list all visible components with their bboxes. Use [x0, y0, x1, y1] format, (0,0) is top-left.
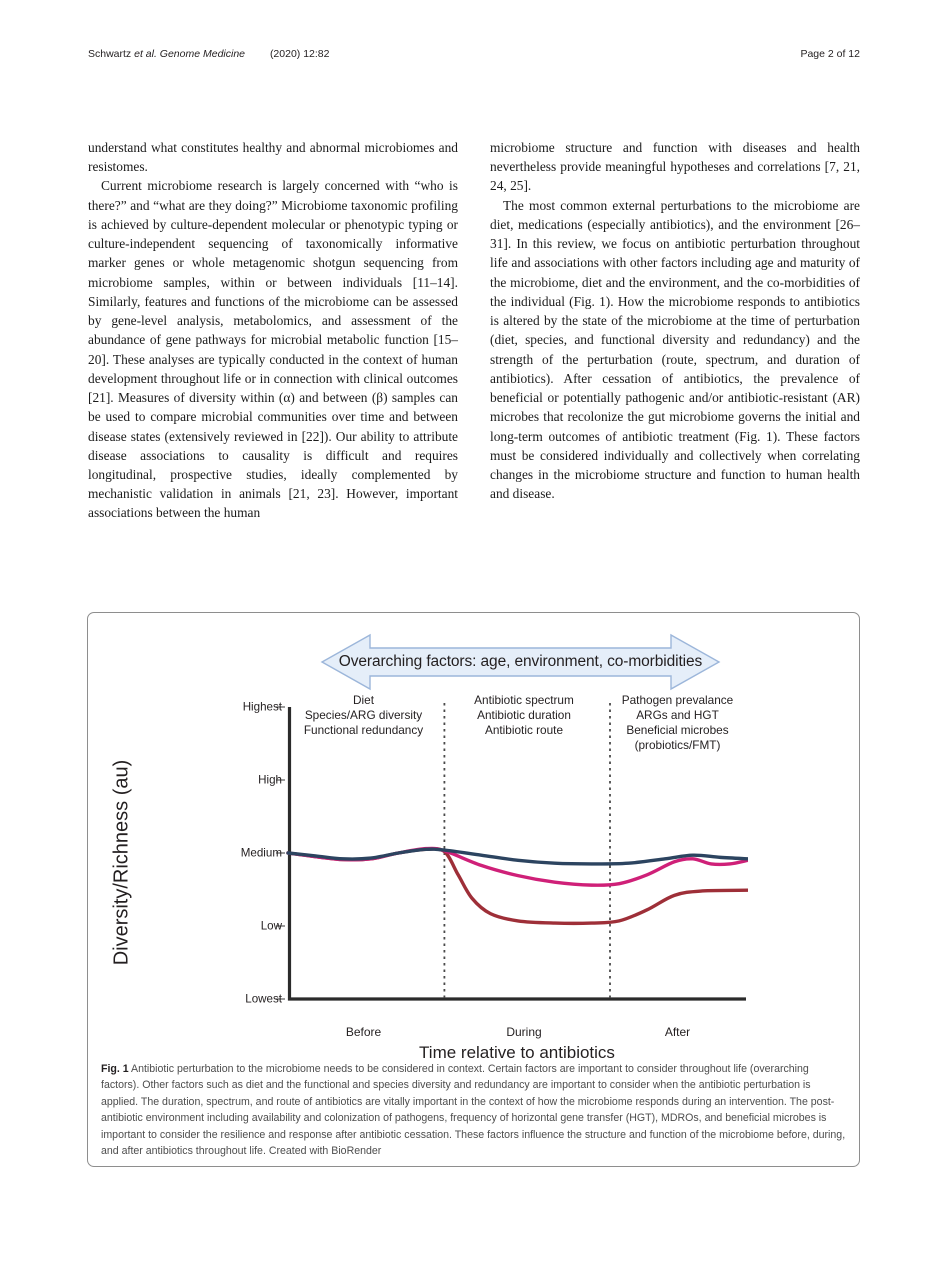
x-tick-during: During — [506, 1025, 542, 1039]
x-tick-before: Before — [345, 1025, 382, 1039]
factor-line: Antibiotic spectrum — [474, 693, 574, 707]
x-tick-after: After — [664, 1025, 691, 1039]
y-tick-label: High — [258, 773, 282, 787]
figure-caption-label: Fig. 1 — [101, 1063, 129, 1075]
running-head — [88, 48, 860, 64]
factor-line: Species/ARG diversity — [304, 708, 423, 723]
banner-label: Overarching factors: age, environment, co-morbidities — [338, 653, 703, 670]
paragraph: The most common external perturbations to the microbiome are diet, medications (especially antibiotics), and the environment [26–31]. In this review, we focus on antibiotic perturbation throughout life and associations with other factors including age and maturity of the microbiome, diet and the environment, and the co-morbidities of the individual (Fig. 1). How the microbiome responds to antibiotics is altered by the state of the microbiome at the time of perturbation (diet, species, and functional diversity and redundancy) and the strength of the perturbation (route, spectrum, and duration of antibiotics). After cessation of antibiotics, the prevalence of beneficial or potentially pathogenic and/or antibiotic-resistant (AR) microbes that recolonize the gut microbiome governs the initial and long-term outcomes of antibiotic treatment (Fig. 1). These factors must be considered individually and collectively when correlating changes in the microbiome structure and function to human health and disease. — [490, 197, 860, 502]
y-axis-title — [108, 701, 136, 1023]
factor-line: (probiotics/FMT) — [634, 738, 721, 753]
left-column — [88, 138, 458, 523]
figure-1-graphic — [88, 613, 861, 1062]
x-axis-title: Time relative to antibiotics — [419, 1043, 615, 1062]
y-axis-title-text: Diversity/Richness (au) — [110, 759, 133, 965]
right-column — [490, 138, 860, 523]
page-number: Page 2 of 12 — [800, 48, 860, 60]
factor-line: Diet — [353, 693, 374, 707]
running-head-journal: et al. Genome Medicine — [134, 48, 246, 60]
factor-line: Antibiotic duration — [477, 708, 571, 723]
chart-axes — [290, 707, 747, 999]
running-head-authors: Schwartz — [88, 48, 132, 60]
y-tick-label: Highest — [242, 700, 282, 714]
double-arrow-icon — [284, 633, 757, 691]
factor-line: Antibiotic route — [484, 723, 564, 738]
factor-line: Functional redundancy — [303, 723, 424, 738]
overarching-factors-banner — [284, 633, 757, 691]
paragraph: understand what constitutes healthy and abnormal microbiomes and resistomes. — [88, 140, 458, 175]
factor-line: Beneficial microbes — [626, 723, 729, 738]
factor-line: Pathogen prevalance — [621, 693, 734, 707]
paragraph: Current microbiome research is largely concerned with “who is there?” and “what are they doing?” Microbiome taxonomic profiling is achieved by culture-dependent molecular or phenotypic typing or culture-independent sequencing of taxonomically informative marker genes or whole metagenomic shotgun sequencing from microbiome samples, within or between individuals [11–14]. Similarly, features and functions of the microbiome can be assessed by gene-level analysis, metabolomics, and assessment of the abundance of gene pathways for microbial metabolic function [15–20]. These analyses are typically conducted in the context of human development throughout life or in connection with clinical outcomes [21]. Measures of diversity within (α) and between (β) samples can be used to compare microbial communities over time and between disease states (extensively reviewed in [22]). Our ability to attribute disease associations to causality is difficult and requires longitudinal, prospective studies, ideally complemented by mechanistic validation in animals [21, 23]. However, important associations between the human — [88, 178, 458, 521]
figure-caption — [101, 1061, 849, 1159]
body-columns — [88, 138, 860, 523]
factor-line: ARGs and HGT — [636, 708, 719, 723]
figure-caption-text: Antibiotic perturbation to the microbiome needs to be considered in context. Certain factors are important to consider throughout life (overarching factors). Other factors such as diet and the functional and species diversity and redundancy are important to consider when the antibiotic perturbation is applied. The duration, spectrum, and route of antibiotics are vitally important in the context of how the microbiome responds during an intervention. The post-antibiotic environment including availability and colonization of pathogens, frequency of horizontal gene transfer (HGT), MDROs, and beneficial microbes is important to consider the resilience and response after antibiotic cessation. These factors influence the structure and function of the microbiome before, during, and after antibiotics throughout life. Created with BioRender — [101, 1063, 846, 1158]
paragraph: microbiome structure and function with diseases and health nevertheless provide meaningful hypotheses and correlations [7, 21, 24, 25]. — [490, 140, 860, 194]
y-tick-label: Lowest — [245, 992, 282, 1006]
running-head-issue: (2020) 12:82 — [269, 48, 330, 60]
x-tick-labels — [286, 1025, 748, 1043]
running-head-left — [88, 48, 329, 60]
figure-1-box — [87, 612, 860, 1167]
y-tick-label: Medium — [240, 846, 282, 860]
chart-series-1 — [288, 848, 748, 885]
chart-canvas — [286, 701, 748, 1023]
y-tick-label: Low — [260, 919, 282, 933]
